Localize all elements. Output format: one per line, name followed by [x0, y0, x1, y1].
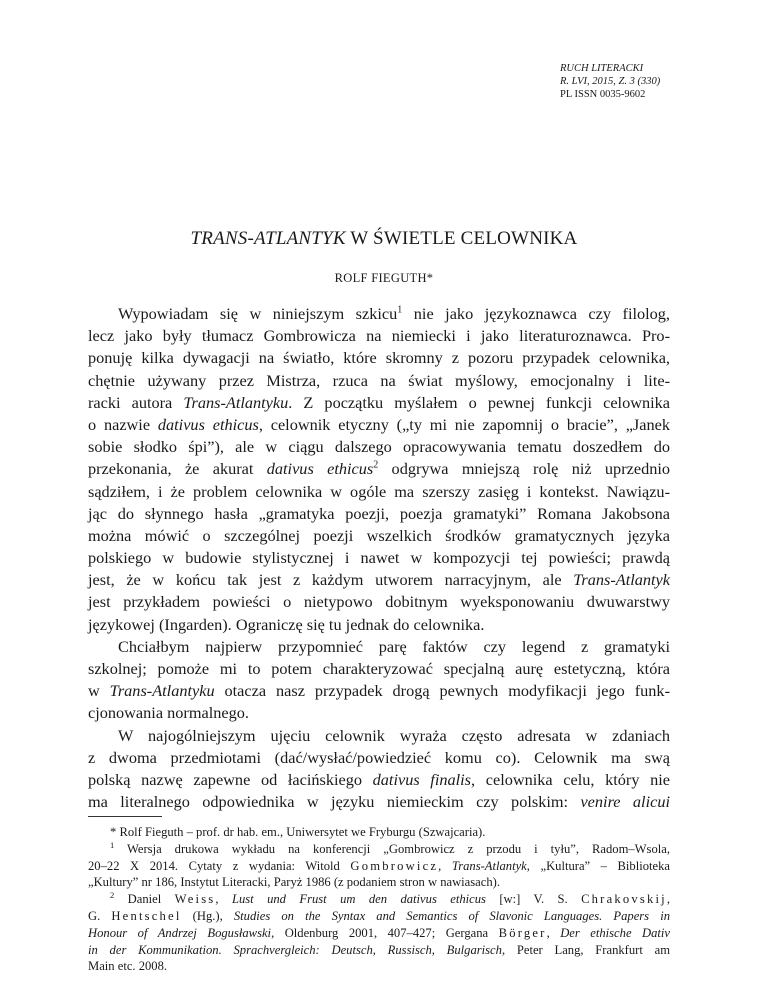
author-name: ROLF FIEGUTH*	[334, 271, 434, 285]
body-line: sobie słodko śpi”), ale w ciągu dalszego opracowywania tematu doszedłem do	[88, 437, 670, 457]
body-line: Chciałbym najpierw przypomnieć parę faktów czy legend z gramatyki	[118, 636, 670, 656]
body-line: Wypowiadam się w niniejszym szkicu$^1$ nie jako językoznawca czy filolog,	[118, 304, 671, 323]
journal-name: RUCH LITERACKI	[560, 63, 644, 74]
body-line: cjonowania normalnego.	[88, 703, 249, 723]
body-line: sądziłem, i że problem celownika w ogóle ma szerszy zasięg i kontekst. Nawiązu-	[88, 481, 670, 501]
body-line: polskiego w budowie stylistycznej i nawet w kompozycji tej powieści; prawdą	[88, 548, 670, 568]
body-line: lecz jako były tłumacz Gombrowicza na niemiecki i jako literaturoznawca. Pro-	[88, 326, 670, 346]
body-line: racki autora Trans-Atlantyku. Z początku myślałem o pewnej funkcji celownika	[88, 392, 671, 412]
body-line: jest, że w końcu tak jest z każdym utworem narracyjnym, ale Trans-Atlantyk	[88, 570, 670, 590]
body-line: przekonania, że akurat dativus ethicus$^2$ odgrywa mniejszą rolę niż uprzednio	[88, 459, 671, 479]
footnote-2-line: Main etc. 2008.	[88, 959, 168, 974]
footnote-2: $^2$ Daniel Weiss, Lust und Frust um den dativus ethicus [w:] V. S. Chrakovskij,	[110, 890, 671, 907]
body-line: w Trans-Atlantyku otacza nasz przypadek drogą pewnych modyfikacji jego funk-	[88, 681, 670, 701]
footnote-ref-2[interactable]: 2	[373, 459, 379, 471]
footnotes	[88, 824, 670, 975]
footnote-author: * Rolf Fieguth – prof. dr hab. em., Uniwersytet we Fryburgu (Szwajcaria).	[110, 825, 486, 839]
footnote-divider	[88, 816, 162, 817]
body-line: ponuję kilka dywagacji na światło, które skromny z pozoru przypadek celownika,	[88, 348, 670, 368]
body-line: jąc do słynnego hasła „gramatyka poezji, poezja gramatyki” Romana Jakobsona	[88, 503, 670, 523]
footnote-2-line: G. Hentschel (Hg.), Studies on the Syntax and Semantics of Slavonic Languages. Papers in	[88, 908, 670, 923]
body-line: o nazwie dativus ethicus, celownik etyczny („ty mi nie zapomnij o bracie”, „Janek	[88, 414, 671, 434]
body-line: polską nazwę zapewne od łacińskiego dativus finalis, celownika celu, który nie	[88, 769, 670, 789]
footnote-1: $^1$ Wersja drukowa wykładu na konferencji „Gombrowicz z przodu i tyłu”, Radom–Wsola,	[110, 839, 670, 856]
footnote-2-line: in der Kommunikation. Sprachvergleich: Deutsch, Russisch, Bulgarisch, Peter Lang, Frankfurt am	[88, 942, 671, 957]
body-line: szkolnej; pomoże mi to potem charakteryzować specjalną aurę estetyczną, która	[88, 659, 670, 678]
body-line: jest przykładem powieści o nietypowo dobitnym wyeksponowaniu dwuwarstwy	[88, 592, 670, 612]
body-line: językowej (Ingarden). Ograniczę się tu jednak do celownika.	[88, 614, 485, 634]
journal-volume: R. LVI, 2015, Z. 3 (330)	[560, 76, 661, 87]
footnote-1-line: 20–22 X 2014. Cytaty z wydania: Witold Gombrowicz, Trans-Atlantyk, „Kultura” – Biblioteka	[88, 858, 671, 873]
body-line: W najogólniejszym ujęciu celownik wyraża często adresata w zdaniach	[118, 725, 670, 745]
footnote-ref-1[interactable]: 1	[397, 304, 403, 316]
body-line: chętnie używany przez Mistrza, rzuca na świat myślowy, emocjonalny i lite-	[88, 370, 670, 390]
journal-info	[560, 62, 660, 101]
footnote-1-line: „Kultury” nr 186, Instytut Literacki, Paryż 1986 (z podaniem stron w nawiasach).	[88, 875, 500, 890]
title-italic: TRANS-ATLANTYK	[190, 228, 346, 249]
body-line: można mówić o szczególnej poezji wszelkich środków gramatycznych języka	[88, 525, 670, 545]
body-line: ma literalnego odpowiednika w języku niemieckim czy polskim: venire alicui	[88, 792, 670, 812]
title-rest: W ŚWIETLE CELOWNIKA	[345, 228, 578, 249]
article-title	[0, 228, 768, 250]
journal-issn: PL ISSN 0035-9602	[560, 89, 646, 100]
article-body	[88, 297, 670, 813]
body-line: z dwoma przedmiotami (dać/wysłać/powiedzieć komu co). Celownik ma swą	[88, 747, 670, 767]
footnote-2-line: Honour of Andrzej Bogusławski, Oldenburg 2001, 407–427; Gergana Börger, Der ethische Dativ	[88, 925, 670, 940]
